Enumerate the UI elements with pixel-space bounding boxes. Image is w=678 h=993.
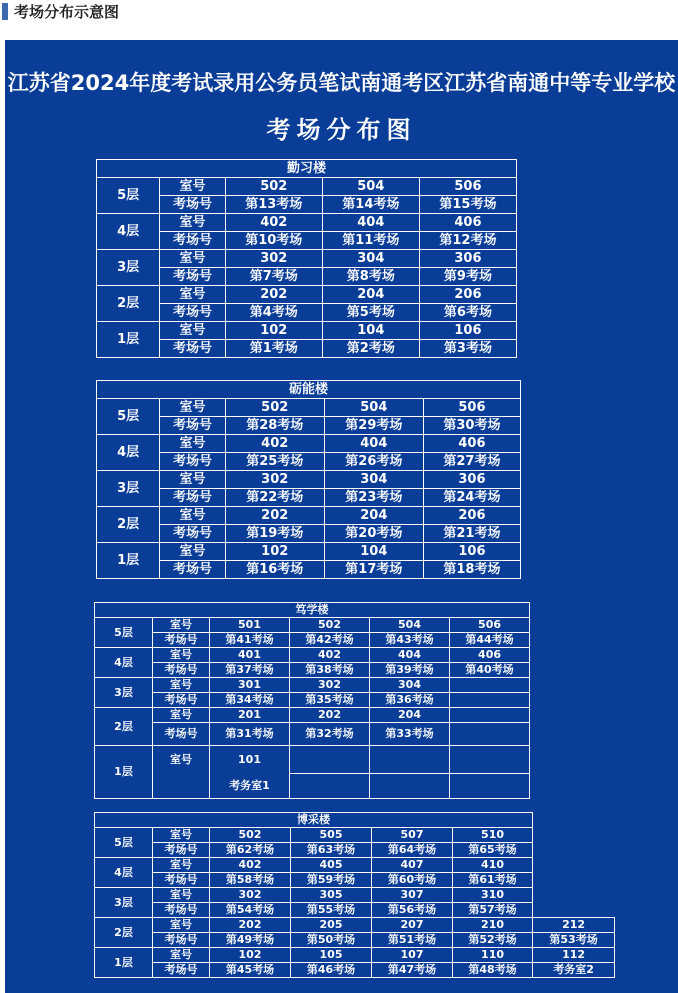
room-number: 506	[450, 618, 530, 633]
floor-label: 4层	[95, 858, 153, 888]
venue-label: 考场号	[153, 933, 210, 948]
venue-number: 第29考场	[324, 417, 423, 435]
room-number: 310	[453, 888, 533, 903]
room-row	[97, 507, 521, 525]
floor-label: 2层	[97, 507, 160, 543]
floor-label: 5层	[97, 399, 160, 435]
empty-cell	[450, 678, 530, 693]
exam-venue-poster	[5, 40, 678, 993]
venue-number: 第42考场	[290, 633, 370, 648]
building-table-bocai	[94, 812, 615, 978]
poster-subtitle: 考场分布图	[266, 116, 417, 144]
empty-cell	[370, 746, 450, 774]
venue-number: 第18考场	[423, 561, 520, 579]
venue-number: 第63考场	[291, 843, 372, 858]
venue-number: 第44考场	[450, 633, 530, 648]
room-label: 室号	[160, 543, 225, 561]
room-label: 室号	[153, 746, 210, 774]
room-number: 301	[210, 678, 290, 693]
room-row	[97, 435, 521, 453]
venue-row	[95, 843, 615, 858]
room-number: 402	[210, 858, 291, 873]
floor-label: 4层	[97, 435, 160, 471]
room-number: 305	[291, 888, 372, 903]
venue-label: 考场号	[160, 561, 225, 579]
room-number: 201	[210, 708, 290, 723]
room-number: 101	[210, 746, 290, 774]
venue-number: 第6考场	[419, 304, 516, 322]
venue-number: 第10考场	[225, 232, 322, 250]
venue-label: 考场号	[153, 723, 210, 746]
venue-row	[95, 663, 530, 678]
room-row	[97, 399, 521, 417]
building-title-row	[95, 603, 530, 618]
room-number: 112	[533, 948, 615, 963]
venue-label: 考场号	[160, 232, 225, 250]
room-row	[95, 618, 530, 633]
room-number: 307	[372, 888, 453, 903]
venue-number: 第26考场	[324, 453, 423, 471]
room-row	[95, 678, 530, 693]
room-number: 505	[291, 828, 372, 843]
room-number: 204	[324, 507, 423, 525]
venue-number: 第12考场	[419, 232, 516, 250]
empty-cell	[450, 708, 530, 723]
room-label: 室号	[153, 828, 210, 843]
room-number: 407	[372, 858, 453, 873]
venue-row	[95, 873, 615, 888]
venue-number: 第65考场	[453, 843, 533, 858]
venue-number: 第47考场	[372, 963, 453, 978]
floor-label: 1层	[97, 543, 160, 579]
venue-row	[95, 903, 615, 918]
room-number: 102	[210, 948, 291, 963]
room-number: 302	[225, 471, 324, 489]
empty-cell	[533, 873, 615, 888]
room-number: 504	[324, 399, 423, 417]
venue-number: 第32考场	[290, 723, 370, 746]
floor-label: 1层	[95, 746, 153, 799]
header-title: 考场分布示意图	[14, 3, 120, 21]
room-number: 204	[322, 286, 419, 304]
room-number: 104	[322, 322, 419, 340]
room-label: 室号	[153, 678, 210, 693]
room-label: 室号	[160, 214, 225, 232]
section-header	[0, 0, 678, 26]
venue-number: 第39考场	[370, 663, 450, 678]
room-number: 202	[210, 918, 291, 933]
room-number: 306	[419, 250, 516, 268]
venue-row	[97, 340, 517, 358]
venue-number: 第27考场	[423, 453, 520, 471]
venue-row	[97, 525, 521, 543]
floor-label: 2层	[97, 286, 160, 322]
empty-cell	[450, 746, 530, 774]
room-number: 102	[225, 543, 324, 561]
venue-label: 考场号	[153, 903, 210, 918]
floor-label: 5层	[97, 178, 160, 214]
empty-cell	[533, 888, 615, 903]
venue-number: 第33考场	[370, 723, 450, 746]
empty-cell	[533, 813, 615, 828]
venue-label: 考场号	[160, 489, 225, 507]
venue-number: 第36考场	[370, 693, 450, 708]
room-label: 室号	[153, 948, 210, 963]
room-label: 室号	[153, 618, 210, 633]
room-label: 室号	[160, 471, 225, 489]
venue-number: 第60考场	[372, 873, 453, 888]
room-number: 206	[423, 507, 520, 525]
venue-number: 第30考场	[423, 417, 520, 435]
venue-number: 第21考场	[423, 525, 520, 543]
room-number: 410	[453, 858, 533, 873]
venue-number: 第22考场	[225, 489, 324, 507]
venue-label: 考场号	[160, 453, 225, 471]
venue-row	[97, 232, 517, 250]
room-number: 107	[372, 948, 453, 963]
venue-row	[97, 453, 521, 471]
room-number: 205	[291, 918, 372, 933]
venue-number: 第8考场	[322, 268, 419, 286]
venue-row	[95, 774, 530, 799]
empty-cell	[533, 843, 615, 858]
venue-number: 第58考场	[210, 873, 291, 888]
venue-number: 第53考场	[533, 933, 615, 948]
room-row	[97, 178, 517, 196]
room-row	[97, 322, 517, 340]
floor-label: 1层	[97, 322, 160, 358]
venue-row	[97, 268, 517, 286]
room-number: 402	[225, 214, 322, 232]
venue-number: 第3考场	[419, 340, 516, 358]
building-name: 笃学楼	[95, 603, 530, 618]
venue-number: 第48考场	[453, 963, 533, 978]
empty-cell	[290, 746, 370, 774]
building-title-row	[97, 160, 517, 178]
room-row	[97, 250, 517, 268]
venue-number: 第16考场	[225, 561, 324, 579]
room-row	[95, 648, 530, 663]
venue-number: 第24考场	[423, 489, 520, 507]
room-number: 506	[419, 178, 516, 196]
room-number: 401	[210, 648, 290, 663]
room-number: 507	[372, 828, 453, 843]
room-number: 212	[533, 918, 615, 933]
venue-number: 考务室2	[533, 963, 615, 978]
venue-label: 考场号	[153, 963, 210, 978]
venue-number: 第5考场	[322, 304, 419, 322]
empty-cell	[533, 903, 615, 918]
venue-number: 第49考场	[210, 933, 291, 948]
room-label: 室号	[160, 435, 225, 453]
venue-number: 第41考场	[210, 633, 290, 648]
room-number: 502	[290, 618, 370, 633]
venue-label: 考场号	[160, 340, 225, 358]
venue-number: 第9考场	[419, 268, 516, 286]
venue-number: 第62考场	[210, 843, 291, 858]
empty-cell	[450, 723, 530, 746]
room-number: 404	[324, 435, 423, 453]
room-number: 106	[419, 322, 516, 340]
room-label: 室号	[153, 888, 210, 903]
room-number: 304	[322, 250, 419, 268]
room-number: 204	[370, 708, 450, 723]
header-accent-bar	[2, 3, 8, 20]
venue-number: 第38考场	[290, 663, 370, 678]
venue-label: 考场号	[153, 693, 210, 708]
room-row	[95, 708, 530, 723]
venue-number: 第34考场	[210, 693, 290, 708]
room-number: 502	[210, 828, 291, 843]
room-label: 室号	[160, 399, 225, 417]
venue-row	[97, 561, 521, 579]
room-number: 304	[324, 471, 423, 489]
room-number: 406	[450, 648, 530, 663]
venue-number: 第55考场	[291, 903, 372, 918]
floor-label: 2层	[95, 708, 153, 746]
venue-number: 第59考场	[291, 873, 372, 888]
room-number: 302	[225, 250, 322, 268]
floor-label: 5层	[95, 618, 153, 648]
room-row	[95, 858, 615, 873]
floor-label: 3层	[97, 471, 160, 507]
room-label: 室号	[160, 250, 225, 268]
room-number: 210	[453, 918, 533, 933]
empty-cell	[533, 858, 615, 873]
room-label: 室号	[160, 286, 225, 304]
building-table-lineng	[96, 380, 521, 579]
venue-number: 第40考场	[450, 663, 530, 678]
building-title-row	[97, 381, 521, 399]
venue-row	[95, 723, 530, 746]
floor-label: 3层	[97, 250, 160, 286]
empty-cell	[450, 693, 530, 708]
venue-number: 第56考场	[372, 903, 453, 918]
venue-number: 第61考场	[453, 873, 533, 888]
room-number: 406	[419, 214, 516, 232]
room-number: 306	[423, 471, 520, 489]
room-number: 504	[322, 178, 419, 196]
building-table-qinxi	[96, 159, 517, 358]
venue-row	[95, 963, 615, 978]
room-row	[97, 214, 517, 232]
floor-label: 3层	[95, 888, 153, 918]
venue-label: 考场号	[160, 304, 225, 322]
room-number: 404	[370, 648, 450, 663]
venue-number: 第1考场	[225, 340, 322, 358]
building-name: 勤习楼	[97, 160, 517, 178]
room-number: 206	[419, 286, 516, 304]
venue-number: 第4考场	[225, 304, 322, 322]
room-number: 105	[291, 948, 372, 963]
room-label: 室号	[160, 507, 225, 525]
venue-number: 第25考场	[225, 453, 324, 471]
building-name: 博采楼	[95, 813, 533, 828]
venue-label: 考场号	[160, 196, 225, 214]
room-number: 504	[370, 618, 450, 633]
floor-label: 3层	[95, 678, 153, 708]
venue-number: 第23考场	[324, 489, 423, 507]
venue-row	[97, 196, 517, 214]
room-number: 510	[453, 828, 533, 843]
room-number: 506	[423, 399, 520, 417]
empty-cell	[533, 828, 615, 843]
venue-number: 第43考场	[370, 633, 450, 648]
room-label: 室号	[153, 858, 210, 873]
empty-cell	[153, 774, 210, 799]
venue-label: 考场号	[153, 843, 210, 858]
venue-number: 第52考场	[453, 933, 533, 948]
venue-row	[97, 417, 521, 435]
room-label: 室号	[153, 708, 210, 723]
venue-number: 第20考场	[324, 525, 423, 543]
room-number: 106	[423, 543, 520, 561]
floor-label: 1层	[95, 948, 153, 978]
venue-number: 考务室1	[210, 774, 290, 799]
room-number: 302	[290, 678, 370, 693]
venue-row	[97, 489, 521, 507]
room-label: 室号	[160, 178, 225, 196]
venue-number: 第14考场	[322, 196, 419, 214]
room-number: 202	[225, 286, 322, 304]
room-label: 室号	[153, 648, 210, 663]
venue-row	[95, 933, 615, 948]
venue-number: 第17考场	[324, 561, 423, 579]
room-row	[97, 471, 521, 489]
venue-number: 第54考场	[210, 903, 291, 918]
building-title-row	[95, 813, 615, 828]
room-number: 104	[324, 543, 423, 561]
venue-number: 第45考场	[210, 963, 291, 978]
venue-number: 第13考场	[225, 196, 322, 214]
venue-label: 考场号	[153, 633, 210, 648]
venue-label: 考场号	[160, 268, 225, 286]
venue-number: 第64考场	[372, 843, 453, 858]
venue-number: 第7考场	[225, 268, 322, 286]
venue-label: 考场号	[153, 663, 210, 678]
venue-number: 第35考场	[290, 693, 370, 708]
floor-label: 2层	[95, 918, 153, 948]
floor-label: 4层	[95, 648, 153, 678]
room-row	[97, 543, 521, 561]
venue-row	[95, 633, 530, 648]
room-number: 202	[225, 507, 324, 525]
floor-label: 5层	[95, 828, 153, 858]
room-row	[95, 888, 615, 903]
venue-label: 考场号	[160, 417, 225, 435]
room-number: 405	[291, 858, 372, 873]
venue-number: 第46考场	[291, 963, 372, 978]
room-number: 502	[225, 399, 324, 417]
room-row	[95, 948, 615, 963]
venue-number: 第57考场	[453, 903, 533, 918]
venue-number: 第19考场	[225, 525, 324, 543]
room-number: 502	[225, 178, 322, 196]
venue-number: 第2考场	[322, 340, 419, 358]
empty-cell	[450, 774, 530, 799]
room-number: 404	[322, 214, 419, 232]
room-row	[95, 746, 530, 774]
room-number: 102	[225, 322, 322, 340]
venue-row	[95, 693, 530, 708]
venue-row	[97, 304, 517, 322]
venue-number: 第15考场	[419, 196, 516, 214]
room-number: 202	[290, 708, 370, 723]
room-row	[97, 286, 517, 304]
venue-number: 第51考场	[372, 933, 453, 948]
venue-label: 考场号	[160, 525, 225, 543]
room-number: 402	[225, 435, 324, 453]
room-row	[95, 828, 615, 843]
empty-cell	[290, 774, 370, 799]
building-name: 砺能楼	[97, 381, 521, 399]
room-label: 室号	[153, 918, 210, 933]
empty-cell	[370, 774, 450, 799]
room-label: 室号	[160, 322, 225, 340]
room-number: 402	[290, 648, 370, 663]
room-row	[95, 918, 615, 933]
room-number: 110	[453, 948, 533, 963]
venue-number: 第50考场	[291, 933, 372, 948]
room-number: 501	[210, 618, 290, 633]
venue-label: 考场号	[153, 873, 210, 888]
building-table-duxue	[94, 602, 530, 799]
venue-number: 第37考场	[210, 663, 290, 678]
poster-title: 江苏省2024年度考试录用公务员笔试南通考区江苏省南通中等专业学校	[7, 71, 676, 95]
room-number: 304	[370, 678, 450, 693]
venue-number: 第28考场	[225, 417, 324, 435]
room-number: 302	[210, 888, 291, 903]
floor-label: 4层	[97, 214, 160, 250]
room-number: 406	[423, 435, 520, 453]
venue-number: 第11考场	[322, 232, 419, 250]
room-number: 207	[372, 918, 453, 933]
venue-number: 第31考场	[210, 723, 290, 746]
